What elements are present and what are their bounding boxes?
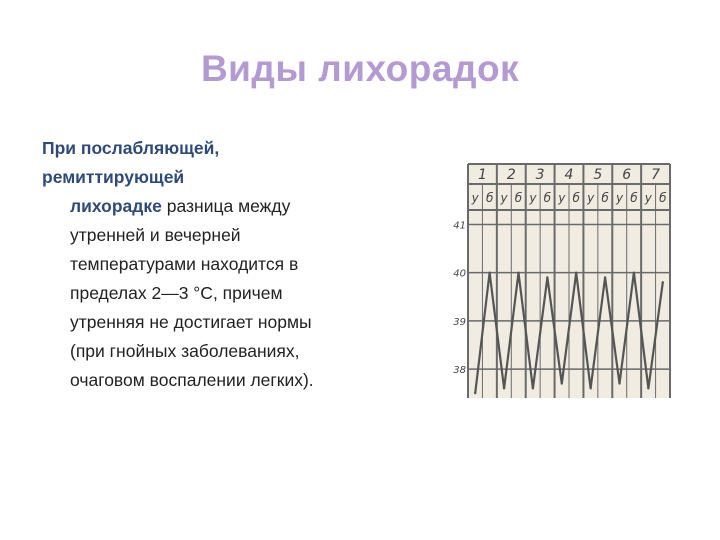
temperature-point (546, 276, 548, 278)
lead-word: лихорадке (70, 196, 162, 216)
slide-title: Виды лихорадок (200, 48, 520, 89)
temperature-point (561, 382, 563, 384)
temperature-point (488, 271, 490, 273)
body-line-5: (при гнойных заболеваниях, (70, 341, 300, 361)
temperature-chart (446, 160, 676, 400)
day-label: 5 (593, 167, 603, 183)
sub-header-label: у (558, 191, 566, 205)
day-label: 7 (651, 167, 661, 183)
sub-header-label: б (601, 191, 609, 205)
sub-header-label: у (587, 191, 595, 205)
day-label: 3 (535, 167, 545, 183)
text-after-lead: разница между (161, 196, 291, 216)
day-label: 6 (622, 167, 632, 183)
y-tick-label: 41 (453, 220, 466, 232)
temperature-point (604, 276, 606, 278)
temperature-point (662, 281, 664, 283)
sub-header-label: у (500, 191, 508, 205)
body-line-6: очаговом воспалении легких). (70, 370, 314, 390)
sub-header-label: б (514, 191, 523, 205)
sub-header-label: б (659, 191, 667, 205)
day-label: 4 (564, 167, 574, 183)
sub-header-label: у (615, 191, 624, 205)
temperature-point (618, 382, 620, 384)
temperature-point (532, 387, 534, 389)
temperature-point (633, 271, 635, 273)
y-tick-label: 38 (453, 365, 466, 377)
y-tick-label: 40 (453, 268, 466, 280)
temperature-point (575, 271, 577, 273)
temperature-point (647, 387, 649, 389)
sub-header-label: у (529, 191, 537, 205)
day-label: 1 (477, 167, 487, 183)
slide-body (42, 134, 412, 395)
temperature-point (474, 392, 476, 394)
temperature-point (517, 271, 519, 273)
sub-header-label: б (543, 191, 552, 205)
lead-line-1: При послабляющей, (42, 138, 220, 158)
body-line-4: утренняя не достигает нормы (70, 312, 312, 332)
temperature-chart-svg (446, 160, 676, 400)
day-label: 2 (506, 167, 516, 183)
sub-header-label: б (572, 191, 580, 205)
lead-line-3 (42, 192, 412, 221)
body-line-3: пределах 2—3 °С, причем (70, 283, 283, 303)
lead-line-2: ремиттирующей (42, 167, 185, 187)
body-line-1: утренней и вечерней (70, 225, 241, 245)
sub-header-label: б (630, 191, 638, 205)
sub-header-label: б (485, 191, 494, 205)
temperature-point (589, 387, 591, 389)
sub-header-label: у (471, 191, 479, 205)
sub-header-label: у (644, 191, 652, 205)
y-tick-label: 39 (453, 316, 466, 328)
body-line-2: температурами находится в (70, 254, 299, 274)
temperature-point (503, 387, 505, 389)
